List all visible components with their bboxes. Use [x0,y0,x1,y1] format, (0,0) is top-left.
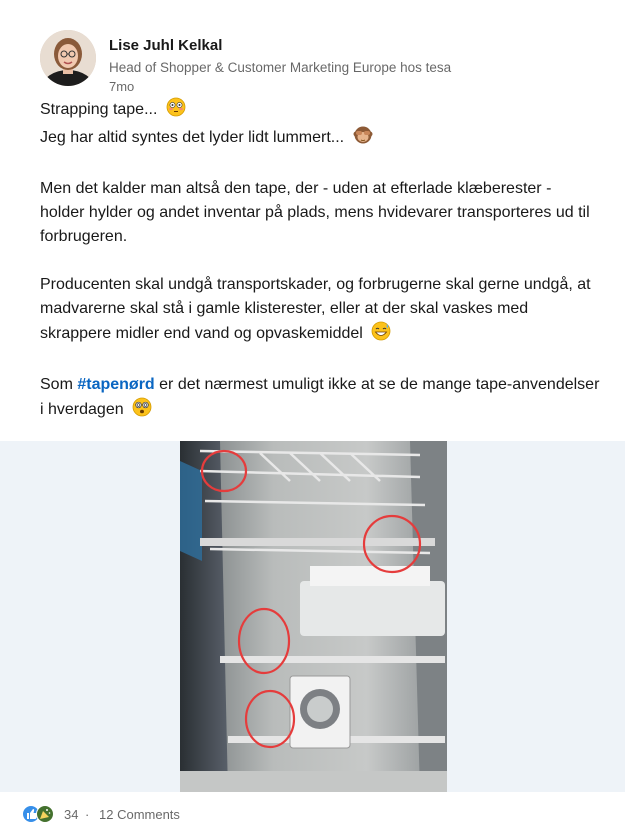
post-paragraph-2: Men det kalder man altså den tape, der - uden at efterlade klæberester - holder hylder og andet inventar på plads, mens hvidevarer transporteres ud til forbrugeren. [40,180,590,245]
dizzy-face-icon [132,397,152,425]
reactions-count[interactable]: 34 [64,807,79,822]
post-paragraph-3: Producenten skal undgå transportskader, og forbrugerne skal gerne undgå, at madvarerne skal stå i gamle klisterester, eller at der skal vaskes med skrappere midler end vand og opvaskemiddel [40,273,600,349]
comments-link[interactable]: 12 Comments [99,807,180,822]
social-counts-bar [0,795,625,833]
flushed-face-icon [166,97,186,125]
post-header [0,0,625,95]
grinning-sweat-face-icon [371,321,391,349]
separator-dot: · [85,807,90,822]
post-paragraph-4: Som #tapenørd er det nærmest umuligt ikke at se de mange tape-anvendelser i hverdagen [40,373,600,425]
post-body [40,97,600,425]
post-line-1: Strapping tape... [40,97,600,125]
author-headline: Head of Shopper & Customer Marketing Europe hos tesa [109,60,452,75]
post-line-2: Jeg har altid syntes det lyder lidt lummert... [40,125,600,153]
author-avatar[interactable] [40,30,96,86]
celebrate-icon [37,806,54,823]
hashtag-link[interactable]: #tapenørd [77,376,155,393]
post-image-container[interactable] [0,441,625,792]
see-no-evil-monkey-icon [353,125,373,153]
refrigerator-interior-photo[interactable] [180,441,447,792]
author-name[interactable]: Lise Juhl Kelkal [109,37,223,54]
post-time: 7mo [109,79,135,94]
reactions-icons[interactable] [22,805,62,823]
